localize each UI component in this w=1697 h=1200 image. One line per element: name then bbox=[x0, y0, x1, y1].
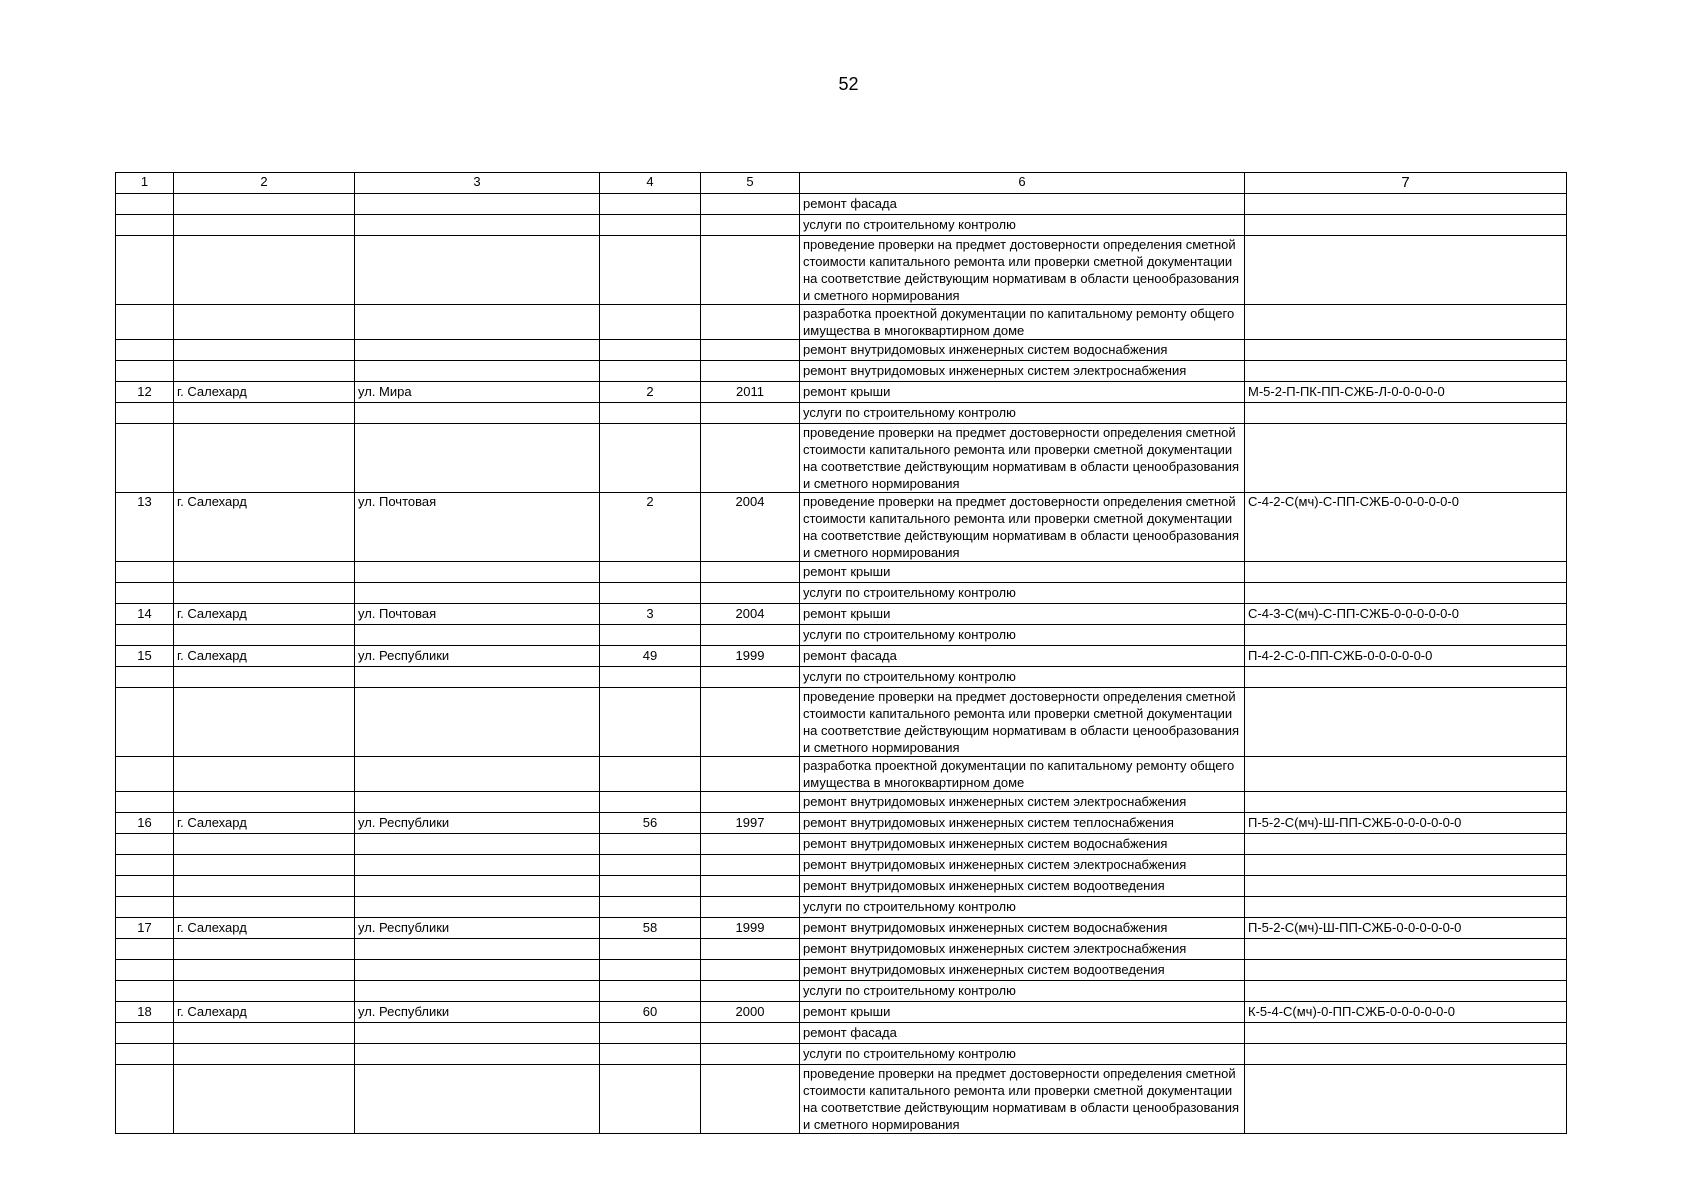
year-cell bbox=[701, 876, 800, 897]
street-cell bbox=[355, 757, 600, 792]
city-cell bbox=[174, 236, 355, 305]
row-number-cell bbox=[116, 897, 174, 918]
row-number-cell bbox=[116, 583, 174, 604]
building-code-cell bbox=[1245, 1044, 1567, 1065]
city-cell bbox=[174, 897, 355, 918]
building-code-cell bbox=[1245, 855, 1567, 876]
street-cell bbox=[355, 897, 600, 918]
building-code-cell bbox=[1245, 625, 1567, 646]
work-type-cell: услуги по строительному контролю bbox=[800, 583, 1245, 604]
work-type-cell: ремонт крыши bbox=[800, 562, 1245, 583]
house-number-cell bbox=[600, 424, 701, 493]
house-number-cell bbox=[600, 897, 701, 918]
street-cell bbox=[355, 236, 600, 305]
row-number-cell: 13 bbox=[116, 493, 174, 562]
row-number-cell bbox=[116, 424, 174, 493]
column-header: 5 bbox=[701, 173, 800, 194]
year-cell bbox=[701, 236, 800, 305]
year-cell bbox=[701, 897, 800, 918]
table-row bbox=[116, 194, 1567, 215]
street-cell bbox=[355, 667, 600, 688]
year-cell: 2011 bbox=[701, 382, 800, 403]
column-header: 7 bbox=[1245, 173, 1567, 194]
work-type-cell: ремонт внутридомовых инженерных систем водоснабжения bbox=[800, 918, 1245, 939]
street-cell: ул. Республики bbox=[355, 813, 600, 834]
city-cell bbox=[174, 960, 355, 981]
table-row bbox=[116, 562, 1567, 583]
table-row bbox=[116, 403, 1567, 424]
row-number-cell bbox=[116, 403, 174, 424]
year-cell bbox=[701, 1065, 800, 1134]
column-header: 4 bbox=[600, 173, 701, 194]
year-cell bbox=[701, 1044, 800, 1065]
year-cell: 1999 bbox=[701, 646, 800, 667]
city-cell: г. Салехард bbox=[174, 604, 355, 625]
building-code-cell: М-5-2-П-ПК-ПП-СЖБ-Л-0-0-0-0-0 bbox=[1245, 382, 1567, 403]
house-number-cell: 2 bbox=[600, 382, 701, 403]
year-cell bbox=[701, 667, 800, 688]
table-row bbox=[116, 604, 1567, 625]
street-cell bbox=[355, 562, 600, 583]
city-cell bbox=[174, 1044, 355, 1065]
city-cell bbox=[174, 757, 355, 792]
building-code-cell bbox=[1245, 667, 1567, 688]
city-cell bbox=[174, 981, 355, 1002]
row-number-cell bbox=[116, 834, 174, 855]
table-row bbox=[116, 1044, 1567, 1065]
building-code-cell bbox=[1245, 981, 1567, 1002]
year-cell bbox=[701, 305, 800, 340]
row-number-cell bbox=[116, 361, 174, 382]
row-number-cell: 14 bbox=[116, 604, 174, 625]
work-type-cell: проведение проверки на предмет достоверности определения сметной стоимости капитального ремонта или проверки сметной документации на соответствие действующим нормативам в области ценообразования и сметного нормирования bbox=[800, 236, 1245, 305]
year-cell bbox=[701, 855, 800, 876]
row-number-cell bbox=[116, 792, 174, 813]
street-cell bbox=[355, 792, 600, 813]
building-code-cell bbox=[1245, 1023, 1567, 1044]
table-row bbox=[116, 215, 1567, 236]
row-number-cell bbox=[116, 625, 174, 646]
city-cell bbox=[174, 403, 355, 424]
year-cell bbox=[701, 757, 800, 792]
house-number-cell bbox=[600, 855, 701, 876]
row-number-cell bbox=[116, 981, 174, 1002]
house-number-cell bbox=[600, 583, 701, 604]
building-code-cell bbox=[1245, 757, 1567, 792]
work-type-cell: ремонт внутридомовых инженерных систем водоснабжения bbox=[800, 834, 1245, 855]
work-type-cell: ремонт фасада bbox=[800, 1023, 1245, 1044]
work-type-cell: услуги по строительному контролю bbox=[800, 667, 1245, 688]
street-cell: ул. Республики bbox=[355, 1002, 600, 1023]
row-number-cell: 12 bbox=[116, 382, 174, 403]
building-code-cell bbox=[1245, 236, 1567, 305]
work-type-cell: ремонт внутридомовых инженерных систем электроснабжения bbox=[800, 939, 1245, 960]
row-number-cell bbox=[116, 340, 174, 361]
column-header: 6 bbox=[800, 173, 1245, 194]
city-cell bbox=[174, 562, 355, 583]
street-cell bbox=[355, 939, 600, 960]
city-cell bbox=[174, 939, 355, 960]
street-cell bbox=[355, 340, 600, 361]
table-row bbox=[116, 1023, 1567, 1044]
house-number-cell: 56 bbox=[600, 813, 701, 834]
building-code-cell bbox=[1245, 960, 1567, 981]
city-cell bbox=[174, 361, 355, 382]
row-number-cell: 15 bbox=[116, 646, 174, 667]
building-code-cell bbox=[1245, 792, 1567, 813]
building-code-cell bbox=[1245, 1065, 1567, 1134]
work-type-cell: услуги по строительному контролю bbox=[800, 625, 1245, 646]
house-number-cell bbox=[600, 981, 701, 1002]
row-number-cell bbox=[116, 855, 174, 876]
row-number-cell bbox=[116, 562, 174, 583]
house-number-cell bbox=[600, 1044, 701, 1065]
year-cell bbox=[701, 960, 800, 981]
repair-table bbox=[115, 172, 1567, 1134]
street-cell bbox=[355, 688, 600, 757]
year-cell bbox=[701, 424, 800, 493]
building-code-cell bbox=[1245, 194, 1567, 215]
table-row bbox=[116, 424, 1567, 493]
table-row bbox=[116, 757, 1567, 792]
city-cell bbox=[174, 625, 355, 646]
table-row bbox=[116, 382, 1567, 403]
work-type-cell: проведение проверки на предмет достоверности определения сметной стоимости капитального ремонта или проверки сметной документации на соответствие действующим нормативам в области ценообразования и сметного нормирования bbox=[800, 688, 1245, 757]
street-cell: ул. Республики bbox=[355, 918, 600, 939]
city-cell bbox=[174, 194, 355, 215]
street-cell bbox=[355, 625, 600, 646]
house-number-cell bbox=[600, 236, 701, 305]
table-row bbox=[116, 625, 1567, 646]
house-number-cell bbox=[600, 876, 701, 897]
house-number-cell bbox=[600, 834, 701, 855]
row-number-cell bbox=[116, 1065, 174, 1134]
work-type-cell: ремонт фасада bbox=[800, 194, 1245, 215]
column-header: 2 bbox=[174, 173, 355, 194]
house-number-cell: 2 bbox=[600, 493, 701, 562]
work-type-cell: ремонт фасада bbox=[800, 646, 1245, 667]
row-number-cell: 18 bbox=[116, 1002, 174, 1023]
year-cell: 1997 bbox=[701, 813, 800, 834]
street-cell bbox=[355, 855, 600, 876]
row-number-cell bbox=[116, 688, 174, 757]
table-row bbox=[116, 918, 1567, 939]
year-cell bbox=[701, 792, 800, 813]
year-cell: 2004 bbox=[701, 493, 800, 562]
house-number-cell bbox=[600, 667, 701, 688]
building-code-cell: С-4-3-С(мч)-С-ПП-СЖБ-0-0-0-0-0-0 bbox=[1245, 604, 1567, 625]
house-number-cell: 58 bbox=[600, 918, 701, 939]
table-row bbox=[116, 688, 1567, 757]
table-row bbox=[116, 813, 1567, 834]
work-type-cell: ремонт крыши bbox=[800, 1002, 1245, 1023]
building-code-cell bbox=[1245, 876, 1567, 897]
year-cell: 1999 bbox=[701, 918, 800, 939]
work-type-cell: разработка проектной документации по капитальному ремонту общего имущества в многоквартирном доме bbox=[800, 305, 1245, 340]
city-cell bbox=[174, 305, 355, 340]
street-cell bbox=[355, 361, 600, 382]
building-code-cell bbox=[1245, 897, 1567, 918]
street-cell bbox=[355, 583, 600, 604]
building-code-cell bbox=[1245, 361, 1567, 382]
year-cell bbox=[701, 688, 800, 757]
city-cell bbox=[174, 792, 355, 813]
table-row bbox=[116, 1002, 1567, 1023]
city-cell bbox=[174, 424, 355, 493]
house-number-cell bbox=[600, 562, 701, 583]
street-cell bbox=[355, 1023, 600, 1044]
work-type-cell: ремонт внутридомовых инженерных систем электроснабжения bbox=[800, 855, 1245, 876]
street-cell: ул. Мира bbox=[355, 382, 600, 403]
work-type-cell: услуги по строительному контролю bbox=[800, 1044, 1245, 1065]
year-cell bbox=[701, 625, 800, 646]
city-cell: г. Салехард bbox=[174, 1002, 355, 1023]
city-cell bbox=[174, 688, 355, 757]
building-code-cell: П-4-2-С-0-ПП-СЖБ-0-0-0-0-0-0 bbox=[1245, 646, 1567, 667]
house-number-cell bbox=[600, 215, 701, 236]
work-type-cell: ремонт внутридомовых инженерных систем электроснабжения bbox=[800, 792, 1245, 813]
year-cell bbox=[701, 562, 800, 583]
street-cell bbox=[355, 981, 600, 1002]
year-cell bbox=[701, 834, 800, 855]
row-number-cell bbox=[116, 215, 174, 236]
building-code-cell: П-5-2-С(мч)-Ш-ПП-СЖБ-0-0-0-0-0-0 bbox=[1245, 918, 1567, 939]
building-code-cell bbox=[1245, 834, 1567, 855]
street-cell: ул. Почтовая bbox=[355, 493, 600, 562]
street-cell bbox=[355, 1065, 600, 1134]
street-cell: ул. Почтовая bbox=[355, 604, 600, 625]
house-number-cell bbox=[600, 194, 701, 215]
building-code-cell bbox=[1245, 939, 1567, 960]
city-cell bbox=[174, 1065, 355, 1134]
city-cell bbox=[174, 834, 355, 855]
table-row bbox=[116, 583, 1567, 604]
year-cell: 2000 bbox=[701, 1002, 800, 1023]
street-cell bbox=[355, 1044, 600, 1065]
table-row bbox=[116, 493, 1567, 562]
table-row bbox=[116, 960, 1567, 981]
city-cell bbox=[174, 855, 355, 876]
house-number-cell bbox=[600, 1065, 701, 1134]
work-type-cell: разработка проектной документации по капитальному ремонту общего имущества в многоквартирном доме bbox=[800, 757, 1245, 792]
row-number-cell bbox=[116, 305, 174, 340]
year-cell: 2004 bbox=[701, 604, 800, 625]
city-cell: г. Салехард bbox=[174, 646, 355, 667]
work-type-cell: услуги по строительному контролю bbox=[800, 215, 1245, 236]
row-number-cell: 16 bbox=[116, 813, 174, 834]
row-number-cell bbox=[116, 1044, 174, 1065]
year-cell bbox=[701, 194, 800, 215]
work-type-cell: ремонт внутридомовых инженерных систем водоснабжения bbox=[800, 340, 1245, 361]
house-number-cell bbox=[600, 960, 701, 981]
work-type-cell: услуги по строительному контролю bbox=[800, 897, 1245, 918]
row-number-cell bbox=[116, 876, 174, 897]
street-cell bbox=[355, 305, 600, 340]
city-cell bbox=[174, 340, 355, 361]
work-type-cell: проведение проверки на предмет достоверности определения сметной стоимости капитального ремонта или проверки сметной документации на соответствие действующим нормативам в области ценообразования и сметного нормирования bbox=[800, 1065, 1245, 1134]
table-row bbox=[116, 876, 1567, 897]
building-code-cell bbox=[1245, 403, 1567, 424]
table-row bbox=[116, 361, 1567, 382]
table-row bbox=[116, 981, 1567, 1002]
city-cell bbox=[174, 215, 355, 236]
work-type-cell: ремонт внутридомовых инженерных систем водоотведения bbox=[800, 876, 1245, 897]
street-cell bbox=[355, 876, 600, 897]
year-cell bbox=[701, 361, 800, 382]
city-cell: г. Салехард bbox=[174, 813, 355, 834]
work-type-cell: услуги по строительному контролю bbox=[800, 981, 1245, 1002]
house-number-cell bbox=[600, 361, 701, 382]
building-code-cell bbox=[1245, 583, 1567, 604]
building-code-cell bbox=[1245, 340, 1567, 361]
row-number-cell bbox=[116, 194, 174, 215]
table-row bbox=[116, 667, 1567, 688]
row-number-cell bbox=[116, 939, 174, 960]
street-cell bbox=[355, 194, 600, 215]
table-row bbox=[116, 305, 1567, 340]
street-cell: ул. Республики bbox=[355, 646, 600, 667]
table-row bbox=[116, 236, 1567, 305]
city-cell bbox=[174, 876, 355, 897]
table-row bbox=[116, 897, 1567, 918]
work-type-cell: ремонт внутридомовых инженерных систем теплоснабжения bbox=[800, 813, 1245, 834]
table-row bbox=[116, 855, 1567, 876]
year-cell bbox=[701, 340, 800, 361]
page-number: 52 bbox=[838, 74, 859, 94]
house-number-cell bbox=[600, 403, 701, 424]
building-code-cell: К-5-4-С(мч)-0-ПП-СЖБ-0-0-0-0-0-0 bbox=[1245, 1002, 1567, 1023]
building-code-cell: С-4-2-С(мч)-С-ПП-СЖБ-0-0-0-0-0-0 bbox=[1245, 493, 1567, 562]
city-cell bbox=[174, 1023, 355, 1044]
work-type-cell: услуги по строительному контролю bbox=[800, 403, 1245, 424]
row-number-cell: 17 bbox=[116, 918, 174, 939]
table-row bbox=[116, 1065, 1567, 1134]
street-cell bbox=[355, 960, 600, 981]
city-cell: г. Салехард bbox=[174, 918, 355, 939]
house-number-cell bbox=[600, 939, 701, 960]
house-number-cell bbox=[600, 792, 701, 813]
building-code-cell bbox=[1245, 688, 1567, 757]
table-row bbox=[116, 340, 1567, 361]
house-number-cell bbox=[600, 688, 701, 757]
header-row bbox=[116, 173, 1567, 194]
street-cell bbox=[355, 424, 600, 493]
row-number-cell bbox=[116, 236, 174, 305]
building-code-cell bbox=[1245, 215, 1567, 236]
work-type-cell: ремонт крыши bbox=[800, 382, 1245, 403]
house-number-cell bbox=[600, 340, 701, 361]
work-type-cell: ремонт внутридомовых инженерных систем электроснабжения bbox=[800, 361, 1245, 382]
street-cell bbox=[355, 403, 600, 424]
year-cell bbox=[701, 583, 800, 604]
house-number-cell: 60 bbox=[600, 1002, 701, 1023]
year-cell bbox=[701, 215, 800, 236]
year-cell bbox=[701, 939, 800, 960]
row-number-cell bbox=[116, 757, 174, 792]
table-row bbox=[116, 834, 1567, 855]
column-header: 3 bbox=[355, 173, 600, 194]
building-code-cell bbox=[1245, 305, 1567, 340]
house-number-cell: 49 bbox=[600, 646, 701, 667]
city-cell bbox=[174, 667, 355, 688]
building-code-cell: П-5-2-С(мч)-Ш-ПП-СЖБ-0-0-0-0-0-0 bbox=[1245, 813, 1567, 834]
house-number-cell bbox=[600, 1023, 701, 1044]
row-number-cell bbox=[116, 1023, 174, 1044]
building-code-cell bbox=[1245, 424, 1567, 493]
house-number-cell: 3 bbox=[600, 604, 701, 625]
table-row bbox=[116, 646, 1567, 667]
row-number-cell bbox=[116, 667, 174, 688]
city-cell: г. Салехард bbox=[174, 382, 355, 403]
city-cell: г. Салехард bbox=[174, 493, 355, 562]
row-number-cell bbox=[116, 960, 174, 981]
table-body bbox=[116, 194, 1567, 1134]
year-cell bbox=[701, 1023, 800, 1044]
work-type-cell: ремонт крыши bbox=[800, 604, 1245, 625]
house-number-cell bbox=[600, 625, 701, 646]
table-row bbox=[116, 792, 1567, 813]
column-header: 1 bbox=[116, 173, 174, 194]
work-type-cell: ремонт внутридомовых инженерных систем водоотведения bbox=[800, 960, 1245, 981]
city-cell bbox=[174, 583, 355, 604]
street-cell bbox=[355, 834, 600, 855]
table-row bbox=[116, 939, 1567, 960]
street-cell bbox=[355, 215, 600, 236]
year-cell bbox=[701, 403, 800, 424]
work-type-cell: проведение проверки на предмет достоверности определения сметной стоимости капитального ремонта или проверки сметной документации на соответствие действующим нормативам в области ценообразования и сметного нормирования bbox=[800, 493, 1245, 562]
year-cell bbox=[701, 981, 800, 1002]
house-number-cell bbox=[600, 305, 701, 340]
work-type-cell: проведение проверки на предмет достоверности определения сметной стоимости капитального ремонта или проверки сметной документации на соответствие действующим нормативам в области ценообразования и сметного нормирования bbox=[800, 424, 1245, 493]
building-code-cell bbox=[1245, 562, 1567, 583]
house-number-cell bbox=[600, 757, 701, 792]
